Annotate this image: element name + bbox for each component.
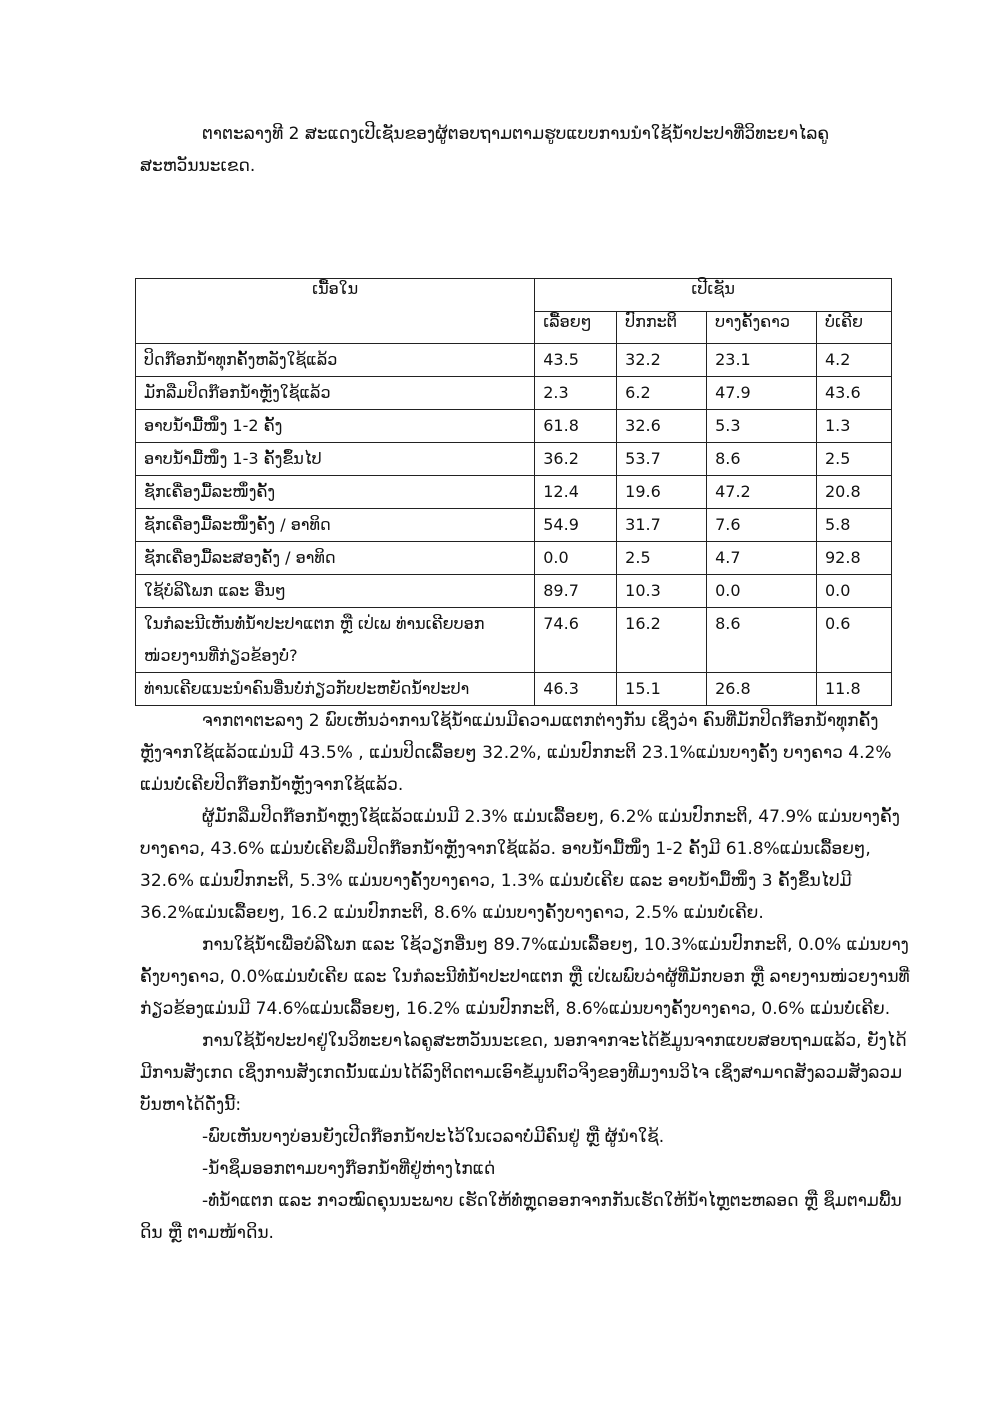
cell-normal: 16.2 xyxy=(617,608,707,673)
table-row xyxy=(136,344,892,377)
cell-normal: 32.2 xyxy=(617,344,707,377)
cell-sometimes: 0.0 xyxy=(707,575,817,608)
cell-normal: 6.2 xyxy=(617,377,707,410)
cell-often: 0.0 xyxy=(535,542,617,575)
table-row xyxy=(136,476,892,509)
cell-sometimes: 47.9 xyxy=(707,377,817,410)
cell-never: 0.0 xyxy=(817,575,892,608)
cell-often: 12.4 xyxy=(535,476,617,509)
cell-often: 43.5 xyxy=(535,344,617,377)
cell-never: 11.8 xyxy=(817,673,892,706)
cell-often: 74.6 xyxy=(535,608,617,673)
cell-normal: 32.6 xyxy=(617,410,707,443)
col-header-often: ເລື້ອຍໆ xyxy=(535,311,617,344)
col-header-never: ບໍ່ເຄີຍ xyxy=(817,311,892,344)
body-text xyxy=(140,705,910,1249)
bullet-2: -ນ້ຳຊຶມອອກຕາມບາງກ໊ອກນ້ຳທີ່ຢູ່ຫ່າງໄກແດ່ xyxy=(202,1159,496,1179)
intro-line-1: ຕາຕະລາງທີ 2 ສະແດງເປີເຊັນຂອງຜູ້ຕອບຖາມຕາມຮູບແບບການນຳໃຊ້ນ້ຳປະປາທີ່ວິທະຍາໄລຄູ xyxy=(202,124,830,144)
cell-never: 4.2 xyxy=(817,344,892,377)
cell-sometimes: 8.6 xyxy=(707,443,817,476)
row-label: ຊັກເຄື່ອງມື້ລະໜຶ່ງຄັ້ງ xyxy=(136,476,535,509)
table-row xyxy=(136,673,892,706)
paragraph-2: ຜູ້ມັກລືມປິດກ໊ອກນ້ຳຫຼງໃຊ້ແລ້ວແມ່ນມີ 2.3% ແມ່ນເລື້ອຍໆ, 6.2% ແມ່ນປົກກະຕິ, 47.9% ແມ່ນບາງຄັ້ງບາງຄາວ, 43.6% ແມ່ນບໍ່ເຄີຍລືມປິດກ໊ອກນ້ຳຫຼັງຈາກໃຊ້ແລ້ວ. ອາບນ້ຳມື້ໜຶ່ງ 1-2 ຄັ້ງມີ 61.8%ແມ່ນເລື້ອຍໆ, 32.6% ແມ່ນປົກກະຕິ, 5.3% ແມ່ນບາງຄັ້ງບາງຄາວ, 1.3% ແມ່ນບໍ່ເຄີຍ ແລະ ອາບນ້ຳມື້ໜຶ່ງ 3 ຄັ້ງຂຶ້ນໄປມີ 36.2%ແມ່ນເລື້ອຍໆ, 16.2 ແມ່ນປົກກະຕິ, 8.6% ແມ່ນບາງຄັ້ງບາງຄາວ, 2.5% ແມ່ນບໍ່ເຄີຍ. xyxy=(140,807,900,923)
paragraph-4: ການໃຊ້ນ້ຳປະປາຢູ່ໃນວິທະຍາໄລຄູສະຫວັນນະເຂດ, ນອກຈາກຈະໄດ້ຂໍ້ມູນຈາກແບບສອບຖາມແລ້ວ, ຍັງໄດ້ມີການສັງເກດ ເຊິ່ງການສັງເກດນັ້ນແມ່ນໄດ້ລົງຕິດຕາມເອົາຂໍ້ມູນຕົວຈິງຂອງທີມງານວິໄຈ ເຊິ່ງສາມາດສັງລວມສັງລວມບັນຫາໄດ້ດັ່ງນີ້: xyxy=(140,1031,907,1115)
cell-normal: 53.7 xyxy=(617,443,707,476)
cell-sometimes: 7.6 xyxy=(707,509,817,542)
cell-normal: 31.7 xyxy=(617,509,707,542)
table-row xyxy=(136,509,892,542)
bullet-1: -ພົບເຫັນບາງບ່ອນຍັງເປີດກ໊ອກນ້ຳປະໄວ້ໃນເວລາບໍ່ມີຄົນຢູ່ ຫຼື ຜູ້ນຳໃຊ້. xyxy=(202,1127,665,1147)
col-header-normal: ປົກກະຕິ xyxy=(617,311,707,344)
cell-often: 89.7 xyxy=(535,575,617,608)
cell-often: 61.8 xyxy=(535,410,617,443)
cell-sometimes: 47.2 xyxy=(707,476,817,509)
row-label: ອາບນ້ຳມື້ໜຶ່ງ 1-2 ຄັ້ງ xyxy=(136,410,535,443)
cell-sometimes: 5.3 xyxy=(707,410,817,443)
table-row xyxy=(136,608,892,673)
table-row xyxy=(136,377,892,410)
cell-sometimes: 4.7 xyxy=(707,542,817,575)
header-content: ເນື້ອໃນ xyxy=(136,279,535,344)
table-row xyxy=(136,443,892,476)
cell-normal: 10.3 xyxy=(617,575,707,608)
table-row xyxy=(136,410,892,443)
paragraph-3: ການໃຊ້ນ້ຳເພື່ອບໍລິໂພກ ແລະ ໃຊ້ວຽກອື່ນໆ 89.7%ແມ່ນເລື້ອຍໆ, 10.3%ແມ່ນປົກກະຕິ, 0.0% ແມ່ນບາງຄັ້ງບາງຄາວ, 0.0%ແມ່ນບໍ່ເຄີຍ ແລະ ໃນກໍລະນີທໍ່ນ້ຳປະປາແຕກ ຫຼື ເປ່ເພພົບວ່າຜູ້ທີ່ມັກບອກ ຫຼື ລາຍງານໜ່ວຍງານທີ່ກ່ຽວຂ້ອງແມ່ນມີ 74.6%ແມ່ນເລື້ອຍໆ, 16.2% ແມ່ນປົກກະຕິ, 8.6%ແມ່ນບາງຄັ້ງບາງຄາວ, 0.6% ແມ່ນບໍ່ເຄີຍ. xyxy=(140,935,910,1019)
row-label xyxy=(136,608,535,673)
cell-never: 92.8 xyxy=(817,542,892,575)
row-label: ໃຊ້ບໍລິໂພກ ແລະ ອື່ນໆ xyxy=(136,575,535,608)
header-percent: ເປີເຊັນ xyxy=(535,279,892,312)
row-label: ມັກລືມປິດກ໊ອກນ້ຳຫຼັງໃຊ້ແລ້ວ xyxy=(136,377,535,410)
row-label: ຊັກເຄື່ອງມື້ລະໜຶ່ງຄັ້ງ / ອາທິດ xyxy=(136,509,535,542)
cell-never: 1.3 xyxy=(817,410,892,443)
row-label-line-1: ໃນກໍລະນີເຫັນທໍ່ນ້ຳປະປາແຕກ ຫຼື ເປ່ເພ ທ່ານເຄີຍບອກ xyxy=(144,614,485,633)
cell-often: 2.3 xyxy=(535,377,617,410)
row-label: ຊັກເຄື່ອງມື້ລະສອງຄັ້ງ / ອາທິດ xyxy=(136,542,535,575)
cell-never: 20.8 xyxy=(817,476,892,509)
bullet-3: -ທໍ່ນ້ຳແຕກ ແລະ ກາວໝົດຄຸນນະພາບ ເຮັດໃຫ້ທໍ່ຫຼຸດອອກຈາກກັນເຮັດໃຫ້ນ້ຳໄຫຼຕະຫລອດ ຫຼື ຊຶມຕາມພື້ນດິນ ຫຼື ຕາມໜ້າດິນ. xyxy=(140,1191,902,1243)
cell-normal: 15.1 xyxy=(617,673,707,706)
cell-normal: 19.6 xyxy=(617,476,707,509)
row-label: ທ່ານເຄີຍແນະນຳຄົນອື່ນບໍ່ກ່ຽວກັບປະຫຍັດນ້ຳປະປາ xyxy=(136,673,535,706)
cell-often: 46.3 xyxy=(535,673,617,706)
cell-often: 36.2 xyxy=(535,443,617,476)
paragraph-1: ຈາກຕາຕະລາງ 2 ພົບເຫັນວ່າການໃຊ້ນ້ຳແມ່ນມີຄວາມແຕກຕ່າງກັນ ເຊິ່ງວ່າ ຄົນທີ່ມັກປິດກ໊ອກນ້ຳທຸກຄັ້ງຫຼັງຈາກໃຊ້ແລ້ວແມ່ນມີ 43.5% , ແມ່ນປິດເລື້ອຍໆ 32.2%, ແມ່ນປົກກະຕິ 23.1%ແມ່ນບາງຄັ້ງ ບາງຄາວ 4.2% ແມ່ນບໍ່ເຄີຍປິດກ໊ອກນ້ຳຫຼັງຈາກໃຊ້ແລ້ວ. xyxy=(140,711,892,795)
cell-normal: 2.5 xyxy=(617,542,707,575)
row-label: ອາບນ້ຳມື້ໜຶ່ງ 1-3 ຄັ້ງຂຶ້ນໄປ xyxy=(136,443,535,476)
cell-never: 5.8 xyxy=(817,509,892,542)
cell-never: 2.5 xyxy=(817,443,892,476)
table-row xyxy=(136,575,892,608)
cell-never: 0.6 xyxy=(817,608,892,673)
cell-never: 43.6 xyxy=(817,377,892,410)
cell-sometimes: 8.6 xyxy=(707,608,817,673)
row-label: ປິດກ໊ອກນ້ຳທຸກຄັ້ງຫລັງໃຊ້ແລ້ວ xyxy=(136,344,535,377)
cell-sometimes: 23.1 xyxy=(707,344,817,377)
col-header-sometimes: ບາງຄັ້ງຄາວ xyxy=(707,311,817,344)
survey-table xyxy=(135,278,892,706)
table-row xyxy=(136,542,892,575)
cell-often: 54.9 xyxy=(535,509,617,542)
intro-line-2: ສະຫວັນນະເຂດ. xyxy=(140,156,256,176)
cell-sometimes: 26.8 xyxy=(707,673,817,706)
row-label-line-2: ໜ່ວຍງານທີ່ກ່ຽວຂ້ອງບໍ່? xyxy=(144,646,298,665)
intro-paragraph xyxy=(140,118,910,182)
